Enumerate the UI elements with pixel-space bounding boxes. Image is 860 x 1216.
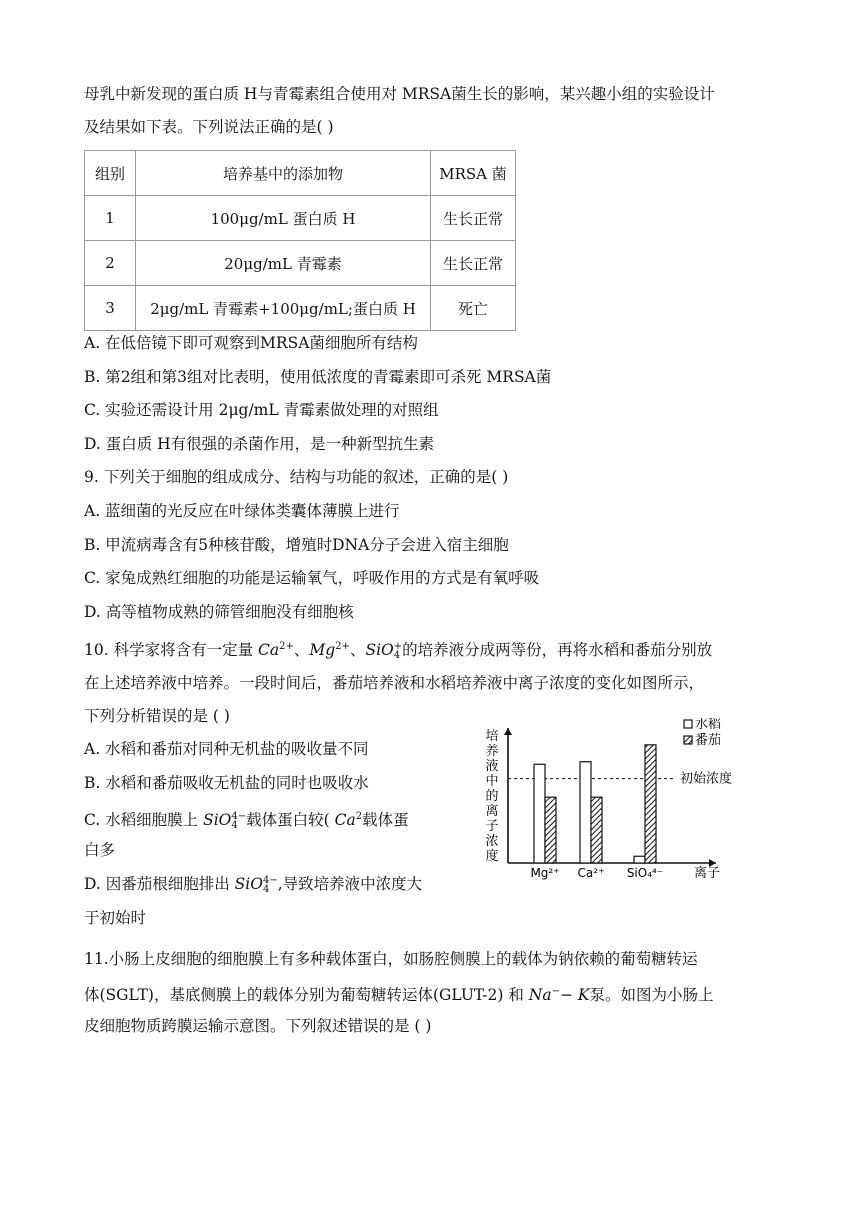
- q9-option-d: D. 高等植物成熟的筛管细胞没有细胞核: [84, 603, 354, 621]
- q9-option-a: A. 蓝细菌的光反应在叶绿体类囊体薄膜上进行: [84, 502, 400, 520]
- q10-option-c-line-2: 白多: [84, 841, 116, 859]
- q10-stem-line-2: 在上述培养液中培养。一段时间后，番茄培养液和水稻培养液中离子浓度的变化如图所示，: [84, 674, 705, 692]
- q10-stem-line-1: [84, 637, 712, 660]
- header-group: 组别: [85, 151, 136, 196]
- q10-stem-line-3: 下列分析错误的是 ( ): [84, 707, 230, 725]
- ion-sio-subscript: 4: [231, 820, 238, 832]
- y-axis-label-char: 离: [485, 804, 499, 819]
- q10-stem-end: 的培养液分成两等份，再将水稻和番茄分别放: [402, 641, 713, 660]
- q9-stem: 9. 下列关于细胞的组成成分、结构与功能的叙述，正确的是( ): [84, 468, 509, 486]
- x-tick-label: Mg²⁺: [530, 866, 560, 880]
- table-cell: 100μg/mL 蛋白质 H: [136, 196, 431, 241]
- q8-option-a: A. 在低倍镜下即可观察到MRSA菌细胞所有结构: [84, 334, 418, 352]
- q10-option-b: B. 水稻和番茄吸收无机盐的同时也吸收水: [84, 774, 369, 792]
- intro-line-2: 及结果如下表。下列说法正确的是( ): [84, 118, 334, 136]
- intro-line-1: 母乳中新发现的蛋白质 H与青霉素组合使用对 MRSA菌生长的影响，某兴趣小组的实验设计: [84, 85, 715, 103]
- legend-tomato-label: 番茄: [695, 733, 722, 748]
- q10-option-d: [84, 874, 422, 894]
- table-cell: 1: [85, 196, 136, 241]
- ion-ca-charge: 2+: [279, 641, 294, 652]
- bar-tomato: [545, 797, 556, 863]
- q10-option-d-end: ,导致培养液中浓度大: [277, 875, 423, 893]
- ion-concentration-chart: [476, 718, 776, 888]
- x-tick-label: SiO₄⁴⁻: [626, 866, 664, 880]
- legend-rice-swatch: [684, 720, 692, 728]
- y-axis-label-char: 度: [485, 849, 499, 864]
- table-cell: 3: [85, 286, 136, 331]
- header-additive: 培养基中的添加物: [136, 151, 431, 196]
- bar-rice: [634, 856, 645, 863]
- y-axis-label-char: 液: [485, 759, 499, 774]
- separator: 、: [349, 641, 366, 660]
- ion-sio-charge: +: [393, 641, 403, 653]
- bar-tomato: [645, 745, 656, 863]
- experiment-table: [84, 150, 516, 331]
- x-axis-label: 离子: [694, 866, 721, 881]
- table-cell: 2μg/mL 青霉素+100μg/mL;蛋白质 H: [136, 286, 431, 331]
- q8-option-b: B. 第2组和第3组对比表明，使用低浓度的青霉素即可杀死 MRSA菌: [84, 368, 552, 386]
- q10-option-c-mid: 载体蛋白较(: [246, 811, 335, 830]
- ion-sio: SiO: [234, 875, 263, 893]
- ion-sio-charge: 4−: [262, 875, 278, 886]
- ion-sio-charge: 4−: [231, 811, 247, 823]
- ion-sio-subscript: 4: [393, 650, 401, 662]
- x-tick-label: Ca²⁺: [577, 866, 605, 880]
- y-axis-label-char: 中: [485, 774, 499, 789]
- y-axis-label-char: 子: [485, 819, 499, 834]
- ion-sio-subscript: 4: [262, 884, 270, 895]
- q8-option-c: C. 实验还需设计用 2μg/mL 青霉素做处理的对照组: [84, 401, 439, 419]
- q10-option-c-end: 载体蛋: [362, 811, 409, 830]
- y-axis-label-char: 养: [485, 744, 499, 759]
- y-axis-label-char: 浓: [485, 834, 499, 849]
- q10-option-c: [84, 807, 409, 830]
- bar-tomato: [591, 797, 602, 863]
- table-cell: 生长正常: [431, 241, 516, 286]
- q10-option-c-start: C. 水稻细胞膜上: [84, 811, 204, 830]
- chart-labels: [485, 718, 732, 881]
- table-row: [85, 241, 516, 286]
- bar-rice: [580, 762, 591, 863]
- table-cell: 20μg/mL 青霉素: [136, 241, 431, 286]
- ion-na-charge: −: [551, 986, 560, 997]
- q10-option-d-line-2: 于初始时: [84, 909, 147, 927]
- ion-na: Na: [528, 986, 552, 1005]
- y-axis-label-char: 的: [485, 789, 499, 804]
- table-header-row: [85, 151, 516, 196]
- table-cell: 死亡: [431, 286, 516, 331]
- bar-rice: [534, 764, 545, 863]
- q11-line-3: 皮细胞物质跨膜运输示意图。下列叙述错误的是 ( ): [84, 1017, 432, 1035]
- header-mrsa: MRSA 菌: [431, 151, 516, 196]
- legend-tomato-swatch: [684, 736, 692, 744]
- separator: 、: [293, 641, 310, 660]
- q10-stem-start: 10. 科学家将含有一定量: [84, 641, 259, 660]
- q11-line-2-end: 泵。如图为小肠上: [589, 986, 714, 1005]
- table-cell: 2: [85, 241, 136, 286]
- ion-sio: SiO: [203, 811, 232, 830]
- table-row: [85, 286, 516, 331]
- q11-line-2-start: 体(SGLT)，基底侧膜上的载体分别为葡萄糖转运体(GLUT-2) 和: [84, 986, 529, 1005]
- q10-option-a: A. 水稻和番茄对同种无机盐的吸收量不同: [84, 740, 369, 758]
- q9-option-c: C. 家兔成熟红细胞的功能是运输氧气，呼吸作用的方式是有氧呼吸: [84, 569, 540, 587]
- q8-option-d: D. 蛋白质 H有很强的杀菌作用，是一种新型抗生素: [84, 435, 435, 453]
- table-cell: 生长正常: [431, 196, 516, 241]
- q10-option-d-start: D. 因番茄根细胞排出: [84, 875, 235, 893]
- ion-ca: Ca: [258, 641, 280, 660]
- ion-k: − K: [559, 986, 590, 1005]
- y-axis-arrow: [504, 728, 512, 735]
- q9-option-b: B. 甲流病毒含有5种核苷酸，增殖时DNA分子会进入宿主细胞: [84, 536, 509, 554]
- ion-ca: Ca: [334, 811, 356, 830]
- ion-sio: SiO: [365, 641, 394, 660]
- ion-ca-charge: 2: [355, 811, 363, 822]
- legend-rice-label: 水稻: [695, 718, 722, 732]
- ion-mg-charge: 2+: [335, 641, 350, 652]
- q11-line-1: 11.小肠上皮细胞的细胞膜上有多种载体蛋白，如肠腔侧膜上的载体为钠依赖的葡萄糖转运: [84, 950, 698, 968]
- chart-bars: [534, 745, 656, 863]
- ion-mg: Mg: [309, 641, 336, 660]
- table-row: [85, 196, 516, 241]
- initial-concentration-label: 初始浓度: [680, 771, 733, 787]
- q11-line-2: [84, 982, 713, 1005]
- y-axis-label-char: 培: [485, 729, 499, 744]
